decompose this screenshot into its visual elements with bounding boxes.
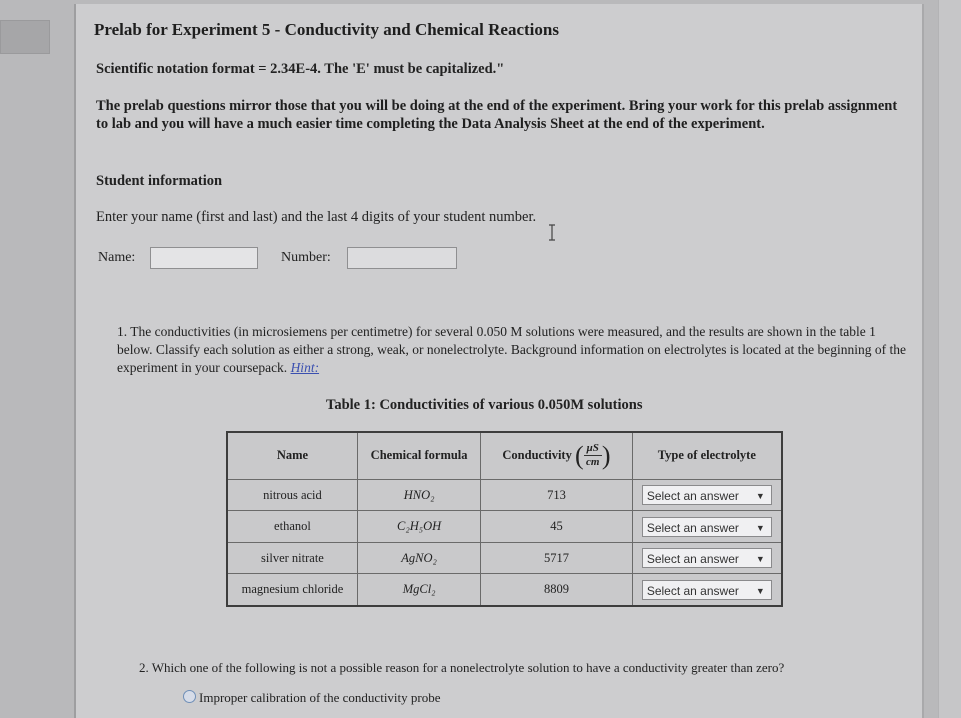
student-number-input[interactable] xyxy=(347,247,457,269)
row-type-cell xyxy=(632,511,782,543)
dropdown-arrow-icon: ▼ xyxy=(755,585,765,596)
scientific-notation-note: Scientific notation format = 2.34E-4. The 'E' must be capitalized." xyxy=(96,61,505,77)
row-name: nitrous acid xyxy=(227,479,357,511)
select-label: Select an answer xyxy=(646,583,739,598)
dropdown-arrow-icon: ▼ xyxy=(755,491,765,502)
header-name: Name xyxy=(227,432,357,479)
unit-fraction xyxy=(584,442,602,469)
row-name: ethanol xyxy=(227,511,357,543)
hint-link[interactable]: Hint: xyxy=(290,360,320,375)
right-paren: ) xyxy=(601,440,611,470)
scrollbar-track[interactable] xyxy=(938,0,961,718)
header-type: Type of electrolyte xyxy=(632,432,782,479)
conductivity-table xyxy=(226,431,783,607)
row-formula: C₂H₅OH xyxy=(357,511,480,543)
row-type-cell xyxy=(632,542,782,574)
question-2-text: 2. Which one of the following is not a possible reason for a nonelectrolyte solution to have a conductivity greater than zero? xyxy=(139,660,785,675)
number-label: Number: xyxy=(281,250,331,265)
student-info-heading: Student information xyxy=(96,173,223,189)
question-1-text: 1. The conductivities (in microsiemens per centimetre) for several 0.050 M solutions were measured, and the results are shown in the table 1 below. Classify each solution as either a strong, weak, or nonelectrolyte. Background information on electrolytes is located at the beginning of the experiment in your coursepack. xyxy=(117,324,907,375)
left-paren: ( xyxy=(574,440,584,470)
dropdown-arrow-icon: ▼ xyxy=(755,554,765,565)
table-row xyxy=(227,479,782,511)
option-1-radio[interactable] xyxy=(183,690,196,703)
electrolyte-select[interactable] xyxy=(642,517,772,537)
name-label: Name: xyxy=(98,250,136,265)
table-caption: Table 1: Conductivities of various 0.050M solutions xyxy=(326,397,643,413)
table-row xyxy=(227,574,782,606)
table-row xyxy=(227,542,782,574)
question-1 xyxy=(117,323,907,377)
row-conductivity: 45 xyxy=(481,511,632,543)
conductivity-label: Conductivity xyxy=(502,447,572,462)
student-info-instruction: Enter your name (first and last) and the last 4 digits of your student number. xyxy=(96,209,537,225)
electrolyte-select[interactable] xyxy=(642,548,772,568)
name-input[interactable] xyxy=(150,247,258,269)
text-cursor-icon xyxy=(548,224,556,241)
row-type-cell xyxy=(632,574,782,606)
header-formula: Chemical formula xyxy=(357,432,480,479)
row-conductivity: 5717 xyxy=(481,542,632,574)
electrolyte-select[interactable] xyxy=(642,485,772,505)
row-name: magnesium chloride xyxy=(227,574,357,606)
row-conductivity: 8809 xyxy=(481,574,632,606)
row-formula: HNO₂ xyxy=(357,479,480,511)
unit-numerator: μS xyxy=(584,442,602,456)
prelab-instructions: The prelab questions mirror those that you will be doing at the end of the experiment. Bring your work for this prelab assignment to lab and you will have a much easier time completing the Data Analysis Sheet at the end of the experiment. xyxy=(96,98,898,132)
table-header-row xyxy=(227,432,782,479)
dropdown-arrow-icon: ▼ xyxy=(755,522,765,533)
row-name: silver nitrate xyxy=(227,542,357,574)
header-conductivity xyxy=(481,432,632,479)
row-formula: MgCl₂ xyxy=(357,574,480,606)
row-conductivity: 713 xyxy=(481,479,632,511)
row-formula: AgNO₂ xyxy=(357,542,480,574)
option-1-label[interactable]: Improper calibration of the conductivity probe xyxy=(199,690,441,705)
select-label: Select an answer xyxy=(646,552,739,567)
table-row xyxy=(227,511,782,543)
select-label: Select an answer xyxy=(646,520,739,535)
row-type-cell xyxy=(632,479,782,511)
electrolyte-select[interactable] xyxy=(642,580,772,600)
select-label: Select an answer xyxy=(646,489,739,504)
page-title: Prelab for Experiment 5 - Conductivity and Chemical Reactions xyxy=(94,20,559,39)
unit-denominator: cm xyxy=(586,456,600,469)
left-sidebar-tab xyxy=(0,20,50,54)
